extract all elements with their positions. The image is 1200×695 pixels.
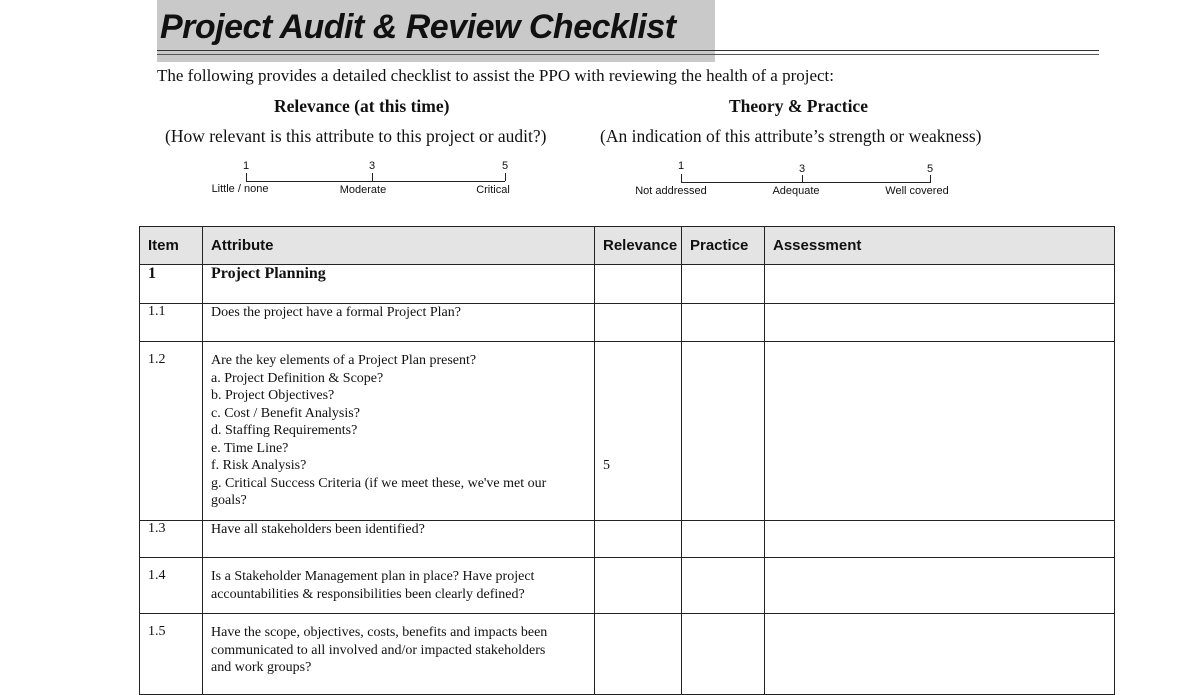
scale-line [681,182,930,183]
practice-cell[interactable] [682,521,765,558]
intro-text: The following provides a detailed checklist to assist the PPO with reviewing the health of a project: [157,66,835,85]
relevance-cell[interactable] [595,521,682,558]
attribute-line: b. Project Objectives? [211,388,335,403]
header-relevance: Relevance [595,227,682,265]
title-rule-secondary [157,54,1099,55]
assessment-cell[interactable] [765,614,1115,695]
scale-label: Well covered [885,185,949,197]
header-attribute: Attribute [203,227,595,265]
item-number: 1.4 [140,558,203,614]
assessment-cell[interactable] [765,342,1115,521]
scale-number: 3 [798,163,806,175]
attribute-text [203,342,595,521]
attribute-line: goals? [211,493,247,508]
attribute-line: accountabilities & responsibilities been clearly defined? [211,586,525,602]
relevance-cell[interactable] [595,558,682,614]
attribute-line: a. Project Definition & Scope? [211,370,384,386]
item-number: 1.3 [140,521,203,558]
relevance-cell[interactable] [595,304,682,342]
attribute-text [203,614,595,695]
relevance-description: (How relevant is this attribute to this project or audit?) [165,126,547,146]
header-practice: Practice [682,227,765,265]
scale-label: Not addressed [635,185,707,197]
assessment-cell[interactable] [765,304,1115,342]
practice-cell[interactable] [682,558,765,614]
practice-cell[interactable] [682,265,765,304]
table-row [140,558,1115,614]
scale-tick [681,174,682,182]
practice-cell[interactable] [682,342,765,521]
item-number: 1.2 [140,342,203,521]
practice-cell[interactable] [682,614,765,695]
relevance-cell[interactable]: 5 [595,342,682,521]
attribute-line: c. Cost / Benefit Analysis? [211,405,360,421]
attribute-line: Is a Stakeholder Management plan in place? Have project [211,569,535,584]
checklist-table [139,226,1115,695]
practice-heading: Theory & Practice [729,96,868,116]
item-number: 1.1 [140,304,203,342]
scale-label: Little / none [211,183,269,195]
practice-scale [0,160,1000,200]
relevance-heading: Relevance (at this time) [274,96,450,116]
scale-label: Adequate [772,185,820,197]
attribute-line: e. Time Line? [211,440,289,456]
assessment-cell[interactable] [765,521,1115,558]
scale-label: Moderate [339,184,387,196]
table-row [140,304,1115,342]
attribute-line: Have the scope, objectives, costs, benefits and impacts been [211,625,548,640]
assessment-cell[interactable] [765,558,1115,614]
attribute-text [203,304,595,342]
header-item: Item [140,227,203,265]
scale-number: 5 [501,160,509,172]
relevance-cell[interactable] [595,265,682,304]
scale-number: 3 [368,160,376,172]
attribute-line: Have all stakeholders been identified? [211,522,425,537]
practice-description: (An indication of this attribute’s strength or weakness) [600,126,982,146]
attribute-line: g. Critical Success Criteria (if we meet these, we've met our [211,475,547,491]
scale-number: 1 [677,160,685,172]
table-row [140,342,1115,521]
relevance-cell[interactable] [595,614,682,695]
item-number: 1.5 [140,614,203,695]
scale-label: Critical [476,184,510,196]
scale-number: 5 [926,163,934,175]
attribute-line: Does the project have a formal Project Plan? [211,305,461,320]
section-title: Project Planning [203,265,595,304]
scale-tick [930,175,931,183]
attribute-line: f. Risk Analysis? [211,458,307,473]
attribute-line: and work groups? [211,660,312,675]
practice-cell[interactable] [682,304,765,342]
section-number: 1 [140,265,203,304]
attribute-line: d. Staffing Requirements? [211,423,358,438]
table-row [140,614,1115,695]
attribute-line: communicated to all involved and/or impacted stakeholders [211,642,546,658]
title-rule [157,50,1099,51]
attribute-line: Are the key elements of a Project Plan present? [211,353,477,368]
section-row [140,265,1115,304]
header-assessment: Assessment [765,227,1115,265]
attribute-text [203,521,595,558]
assessment-cell[interactable] [765,265,1115,304]
table-header-row [140,227,1115,265]
scale-number: 1 [242,160,250,172]
document-title: Project Audit & Review Checklist [160,8,676,46]
attribute-text [203,558,595,614]
table-row [140,521,1115,558]
